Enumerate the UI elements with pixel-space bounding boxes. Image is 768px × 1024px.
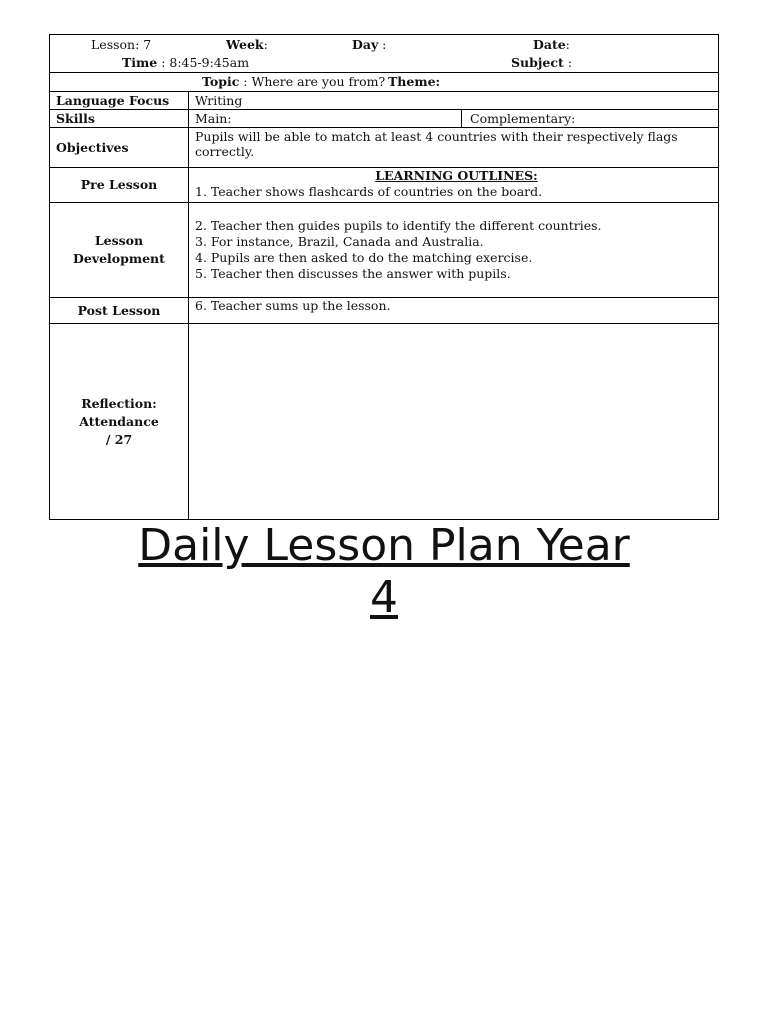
post-lesson-step: 6. Teacher sums up the lesson.: [195, 298, 391, 313]
pre-lesson-row: [50, 168, 718, 203]
skills-complementary: Complementary:: [470, 111, 576, 126]
document-title: Daily Lesson Plan Year 4: [138, 520, 630, 623]
lesson-development-row: [50, 203, 718, 298]
reflection-row: [50, 324, 718, 519]
post-lesson-row: [50, 298, 718, 324]
reflection-notes: [189, 324, 718, 519]
header-row: [50, 35, 718, 73]
date-field: Date:: [533, 37, 570, 52]
objectives-value: Pupils will be able to match at least 4 countries with their respectively flags correctly.: [195, 129, 678, 159]
learning-outlines-heading: LEARNING OUTLINES:: [375, 168, 538, 183]
lesson-number: Lesson: 7: [91, 37, 152, 52]
pre-lesson-label: Pre Lesson: [50, 168, 189, 202]
skills-main: Main:: [189, 110, 462, 127]
lesson-development-label: Lesson Development: [50, 203, 189, 297]
development-step: 5. Teacher then discusses the answer with pupils.: [195, 266, 511, 281]
objectives-row: [50, 128, 718, 168]
skills-label: Skills: [50, 110, 189, 127]
reflection-label: Reflection: Attendance / 27: [50, 324, 189, 519]
time-field: Time : 8:45-9:45am: [122, 55, 250, 70]
development-step: 3. For instance, Brazil, Canada and Australia.: [195, 234, 484, 249]
pre-lesson-step: 1. Teacher shows flashcards of countries on the board.: [195, 184, 543, 199]
theme-field: Theme:: [388, 74, 441, 89]
subject-field: Subject :: [511, 55, 572, 70]
lesson-plan-table: [49, 34, 719, 520]
post-lesson-label: Post Lesson: [50, 298, 189, 323]
day-field: Day :: [352, 37, 387, 52]
language-focus-label: Language Focus: [50, 92, 189, 109]
language-focus-row: [50, 92, 718, 110]
language-focus-value: Writing: [195, 93, 243, 108]
development-step: 2. Teacher then guides pupils to identify the different countries.: [195, 218, 602, 233]
week-field: Week:: [226, 37, 268, 52]
topic-field: Topic : Where are you from?: [202, 74, 386, 89]
objectives-label: Objectives: [50, 128, 189, 167]
development-step: 4. Pupils are then asked to do the matching exercise.: [195, 250, 533, 265]
topic-row: [50, 73, 718, 92]
skills-row: [50, 110, 718, 128]
